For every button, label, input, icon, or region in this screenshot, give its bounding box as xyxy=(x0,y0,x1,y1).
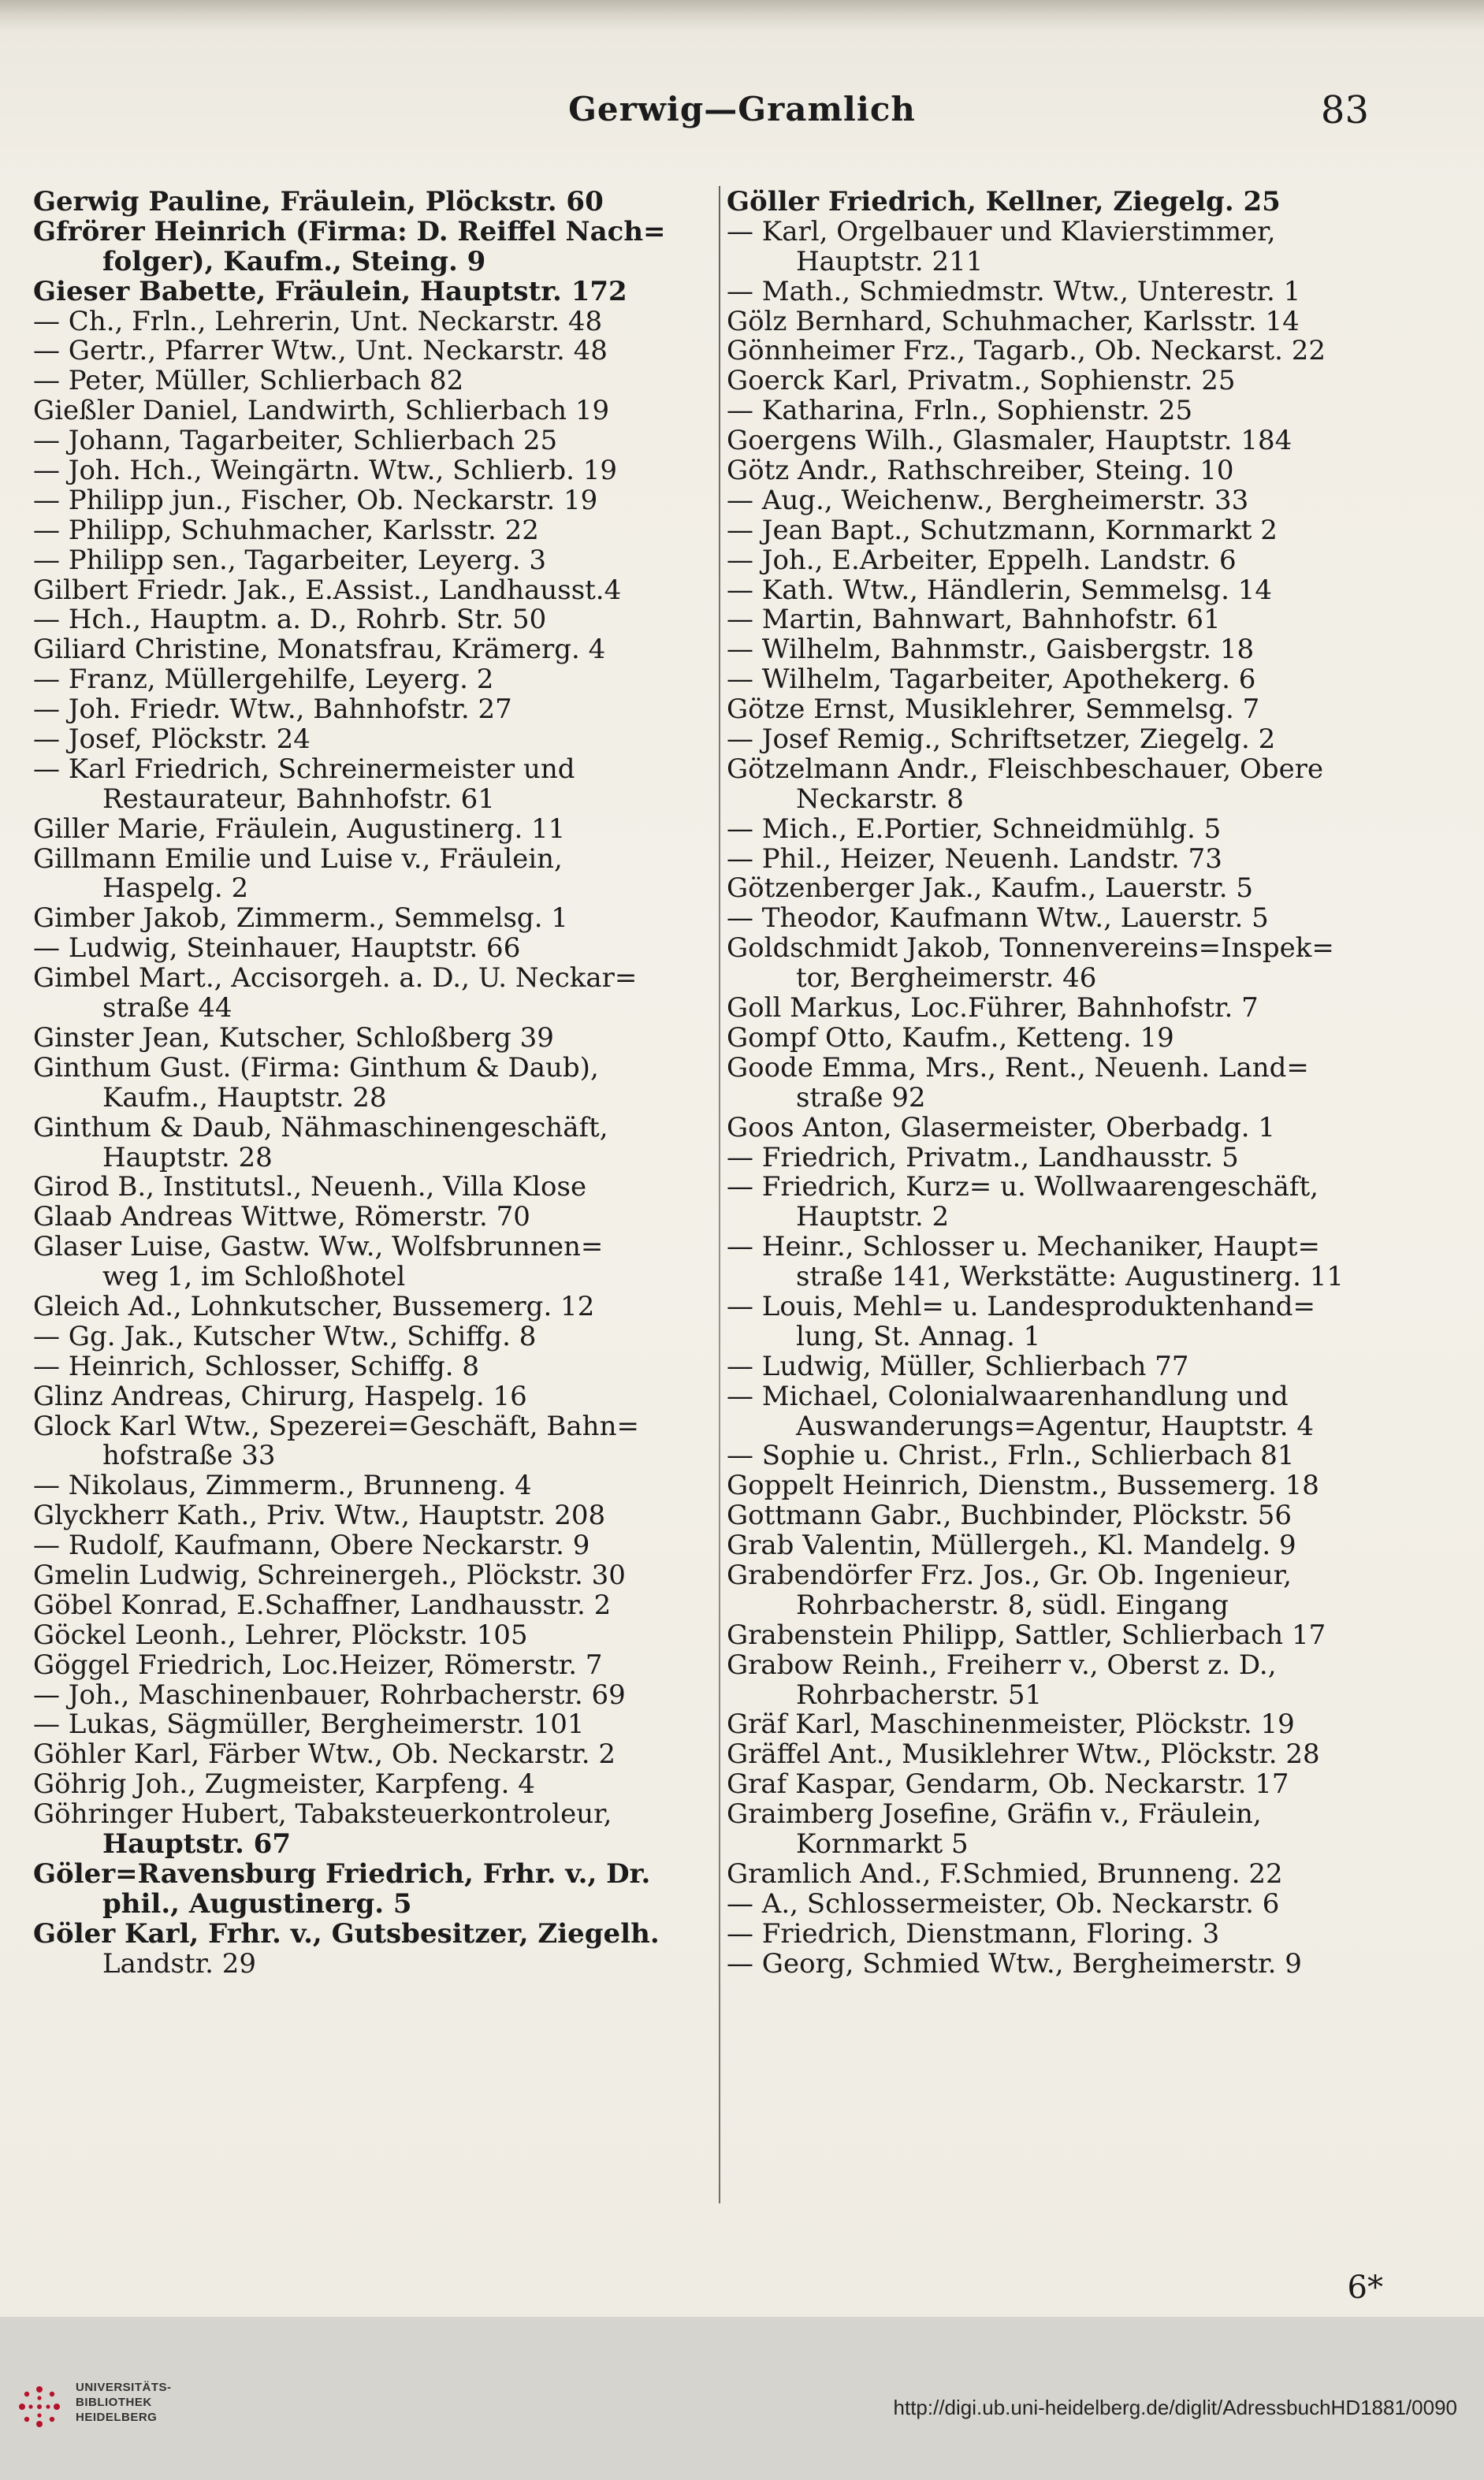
directory-entry: Ginthum & Daub, Nähmaschinengeschäft, xyxy=(33,1113,608,1143)
directory-entry: Göckel Leonh., Lehrer, Plöckstr. 105 xyxy=(33,1620,528,1651)
directory-entry: — Heinr., Schlosser u. Mechaniker, Haupt= xyxy=(727,1233,1320,1263)
directory-entry: — Phil., Heizer, Neuenh. Landstr. 73 xyxy=(727,844,1222,875)
directory-entry: Goppelt Heinrich, Dienstm., Bussemerg. 18 xyxy=(727,1471,1319,1502)
directory-entry: — Theodor, Kaufmann Wtw., Lauerstr. 5 xyxy=(727,904,1269,935)
entry-continuation: straße 44 xyxy=(102,994,232,1024)
directory-entry: — Joh. Friedr. Wtw., Bahnhofstr. 27 xyxy=(33,695,512,726)
directory-entry: Gräf Karl, Maschinenmeister, Plöckstr. 19 xyxy=(727,1710,1295,1741)
library-logo-icon xyxy=(17,2385,61,2429)
entry-continuation: Restaurateur, Bahnhofstr. 61 xyxy=(102,784,495,815)
directory-entry: Gramlich And., F.Schmied, Brunneng. 22 xyxy=(727,1859,1283,1890)
page-top-edge xyxy=(0,0,1484,32)
directory-entry: — Gertr., Pfarrer Wtw., Unt. Neckarstr. 48 xyxy=(33,336,608,367)
directory-entry: Ginthum Gust. (Firma: Ginthum & Daub), xyxy=(33,1053,599,1084)
directory-entry: Graf Kaspar, Gendarm, Ob. Neckarstr. 17 xyxy=(727,1770,1289,1801)
directory-entry: Grabow Reinh., Freiherr v., Oberst z. D., xyxy=(727,1650,1277,1681)
directory-entry: Gillmann Emilie und Luise v., Fräulein, xyxy=(33,844,563,875)
directory-entry: — Mich., E.Portier, Schneidmühlg. 5 xyxy=(727,814,1222,845)
directory-entry: Göhrig Joh., Zugmeister, Karpfeng. 4 xyxy=(33,1770,535,1801)
directory-entry: Gerwig Pauline, Fräulein, Plöckstr. 60 xyxy=(33,188,604,218)
directory-entry: Gleich Ad., Lohnkutscher, Bussemerg. 12 xyxy=(33,1292,595,1322)
directory-entry: Göller Friedrich, Kellner, Ziegelg. 25 xyxy=(727,188,1281,218)
directory-entry: — Hch., Hauptm. a. D., Rohrb. Str. 50 xyxy=(33,605,547,636)
directory-entry: Goll Markus, Loc.Führer, Bahnhofstr. 7 xyxy=(727,994,1259,1024)
directory-entry: Graimberg Josefine, Gräfin v., Fräulein, xyxy=(727,1800,1262,1830)
directory-entry: Ginster Jean, Kutscher, Schloßberg 39 xyxy=(33,1023,554,1054)
directory-entry: Gönnheimer Frz., Tagarb., Ob. Neckarst. 22 xyxy=(727,336,1326,367)
directory-entry: Göhler Karl, Färber Wtw., Ob. Neckarstr. 2 xyxy=(33,1740,616,1771)
directory-entry: — Katharina, Frln., Sophienstr. 25 xyxy=(727,396,1193,427)
entry-continuation: Kaufm., Hauptstr. 28 xyxy=(102,1083,387,1114)
directory-entry: Gmelin Ludwig, Schreinergeh., Plöckstr. 30 xyxy=(33,1560,626,1591)
directory-entry: — Peter, Müller, Schlierbach 82 xyxy=(33,366,464,397)
running-header xyxy=(0,79,1484,142)
entry-continuation: Landstr. 29 xyxy=(102,1949,257,1980)
entry-continuation: Hauptstr. 67 xyxy=(102,1829,291,1860)
directory-entry: Göhringer Hubert, Tabaksteuerkontroleur, xyxy=(33,1800,612,1830)
directory-entry: — Ch., Frln., Lehrerin, Unt. Neckarstr. 48 xyxy=(33,307,603,337)
directory-entry: Giller Marie, Fräulein, Augustinerg. 11 xyxy=(33,814,566,845)
directory-entry: — Joh., Maschinenbauer, Rohrbacherstr. 69 xyxy=(33,1680,626,1711)
directory-entry: — Rudolf, Kaufmann, Obere Neckarstr. 9 xyxy=(33,1531,590,1561)
directory-entry: — Ludwig, Steinhauer, Hauptstr. 66 xyxy=(33,934,521,965)
directory-entry: Götzenberger Jak., Kaufm., Lauerstr. 5 xyxy=(727,874,1254,905)
entry-continuation: Haspelg. 2 xyxy=(102,874,249,905)
directory-entry: — Kath. Wtw., Händlerin, Semmelsg. 14 xyxy=(727,575,1272,606)
entry-continuation: tor, Bergheimerstr. 46 xyxy=(796,964,1097,995)
library-line: BIBLIOTHEK xyxy=(76,2396,152,2409)
directory-entry: Götz Andr., Rathschreiber, Steing. 10 xyxy=(727,456,1234,486)
entry-continuation: lung, St. Annag. 1 xyxy=(796,1322,1041,1352)
directory-entry: — Wilhelm, Bahnmstr., Gaisbergstr. 18 xyxy=(727,635,1255,666)
directory-entry: — Josef Remig., Schriftsetzer, Ziegelg. 2 xyxy=(727,725,1276,755)
entry-continuation: Hauptstr. 2 xyxy=(796,1203,950,1233)
directory-entry: — Karl, Orgelbauer und Klavierstimmer, xyxy=(727,217,1276,247)
directory-entry: Glaab Andreas Wittwe, Römerstr. 70 xyxy=(33,1203,530,1233)
header-title: Gerwig—Gramlich xyxy=(568,90,916,128)
directory-entry: Gräffel Ant., Musiklehrer Wtw., Plöckstr. 28 xyxy=(727,1740,1320,1771)
directory-entry: — Michael, Colonialwaarenhandlung und xyxy=(727,1381,1289,1412)
library-line: HEIDELBERG xyxy=(76,2411,158,2424)
directory-entry: — Gg. Jak., Kutscher Wtw., Schiffg. 8 xyxy=(33,1322,537,1352)
directory-entry: Göler Karl, Frhr. v., Gutsbesitzer, Ziegelh. xyxy=(33,1919,660,1950)
directory-entry: Giliard Christine, Monatsfrau, Krämerg. 4 xyxy=(33,635,606,666)
footer-bar xyxy=(0,2317,1484,2480)
directory-entry: Glinz Andreas, Chirurg, Haspelg. 16 xyxy=(33,1381,527,1412)
directory-entry: — Franz, Müllergehilfe, Leyerg. 2 xyxy=(33,665,494,696)
directory-entry: Gompf Otto, Kaufm., Ketteng. 19 xyxy=(727,1023,1174,1054)
entry-continuation: hofstraße 33 xyxy=(102,1441,276,1472)
directory-entry: — Philipp, Schuhmacher, Karlsstr. 22 xyxy=(33,515,539,546)
directory-entry: Göbel Konrad, E.Schaffner, Landhausstr. 2 xyxy=(33,1590,612,1621)
directory-entry: Gölz Bernhard, Schuhmacher, Karlsstr. 14 xyxy=(727,307,1300,337)
entry-continuation: Rohrbacherstr. 51 xyxy=(796,1680,1043,1711)
directory-entry: — Martin, Bahnwart, Bahnhofstr. 61 xyxy=(727,605,1221,636)
directory-entry: Grabendörfer Frz. Jos., Gr. Ob. Ingenieur, xyxy=(727,1560,1292,1591)
directory-entry: Gimber Jakob, Zimmerm., Semmelsg. 1 xyxy=(33,904,568,935)
directory-entry: Gieser Babette, Fräulein, Hauptstr. 172 xyxy=(33,277,627,307)
directory-entry: Goode Emma, Mrs., Rent., Neuenh. Land= xyxy=(727,1053,1309,1084)
directory-entry: — Sophie u. Christ., Frln., Schlierbach 81 xyxy=(727,1441,1295,1472)
directory-entry: — Lukas, Sägmüller, Bergheimerstr. 101 xyxy=(33,1710,585,1741)
directory-entry: Gießler Daniel, Landwirth, Schlierbach 19 xyxy=(33,396,610,427)
directory-entry: — Friedrich, Dienstmann, Floring. 3 xyxy=(727,1919,1220,1950)
entry-continuation: folger), Kaufm., Steing. 9 xyxy=(102,247,486,277)
directory-entry: Glaser Luise, Gastw. Ww., Wolfsbrunnen= xyxy=(33,1233,604,1263)
entry-continuation: Hauptstr. 211 xyxy=(796,247,984,277)
entry-continuation: straße 92 xyxy=(796,1083,926,1114)
page-number: 83 xyxy=(1320,88,1369,132)
directory-entry: — Aug., Weichenw., Bergheimerstr. 33 xyxy=(727,485,1249,516)
directory-entry: — Friedrich, Kurz= u. Wollwaarengeschäft, xyxy=(727,1173,1318,1203)
entry-continuation: phil., Augustinerg. 5 xyxy=(102,1889,412,1920)
entry-continuation: Rohrbacherstr. 8, südl. Eingang xyxy=(796,1590,1229,1621)
directory-entry: — Philipp sen., Tagarbeiter, Leyerg. 3 xyxy=(33,545,546,576)
directory-entry: Goerck Karl, Privatm., Sophienstr. 25 xyxy=(727,366,1236,397)
directory-entry: — Heinrich, Schlosser, Schiffg. 8 xyxy=(33,1352,480,1382)
directory-entry: Gilbert Friedr. Jak., E.Assist., Landhausst.4 xyxy=(33,575,622,606)
directory-entry: — Josef, Plöckstr. 24 xyxy=(33,725,311,755)
directory-entry: Goergens Wilh., Glasmaler, Hauptstr. 184 xyxy=(727,426,1292,457)
directory-entry: Grabenstein Philipp, Sattler, Schlierbach 17 xyxy=(727,1620,1326,1651)
entry-continuation: Kornmarkt 5 xyxy=(796,1829,969,1860)
directory-entry: — Math., Schmiedmstr. Wtw., Unterestr. 1 xyxy=(727,277,1301,307)
directory-entry: Göler=Ravensburg Friedrich, Frhr. v., Dr. xyxy=(33,1859,651,1890)
directory-entry: Götze Ernst, Musiklehrer, Semmelsg. 7 xyxy=(727,695,1260,726)
directory-entry: Götzelmann Andr., Fleischbeschauer, Obere xyxy=(727,754,1324,785)
directory-entry: Gottmann Gabr., Buchbinder, Plöckstr. 56 xyxy=(727,1501,1292,1532)
directory-entry: — A., Schlossermeister, Ob. Neckarstr. 6 xyxy=(727,1889,1280,1920)
entry-continuation: Neckarstr. 8 xyxy=(796,784,964,815)
library-line: UNIVERSITÄTS- xyxy=(76,2381,172,2394)
directory-entry: Glyckherr Kath., Priv. Wtw., Hauptstr. 208 xyxy=(33,1501,606,1532)
directory-entry: — Johann, Tagarbeiter, Schlierbach 25 xyxy=(33,426,558,457)
directory-entry: — Louis, Mehl= u. Landesproduktenhand= xyxy=(727,1292,1316,1322)
directory-entry: — Georg, Schmied Wtw., Bergheimerstr. 9 xyxy=(727,1949,1302,1980)
library-name xyxy=(76,2380,172,2425)
directory-entry: — Karl Friedrich, Schreinermeister und xyxy=(33,754,575,785)
directory-entry: Goos Anton, Glasermeister, Oberbadg. 1 xyxy=(727,1113,1276,1143)
source-url-link[interactable]: http://digi.ub.uni-heidelberg.de/diglit/AdressbuchHD1881/0090 xyxy=(893,2396,1457,2419)
directory-entry: — Jean Bapt., Schutzmann, Kornmarkt 2 xyxy=(727,515,1278,546)
directory-entry: Grab Valentin, Müllergeh., Kl. Mandelg. 9 xyxy=(727,1531,1296,1561)
directory-entry: — Ludwig, Müller, Schlierbach 77 xyxy=(727,1352,1189,1382)
directory-entry: — Joh., E.Arbeiter, Eppelh. Landstr. 6 xyxy=(727,545,1237,576)
entry-continuation: Hauptstr. 28 xyxy=(102,1143,273,1173)
directory-entry: — Wilhelm, Tagarbeiter, Apothekerg. 6 xyxy=(727,665,1256,696)
directory-entry: Göggel Friedrich, Loc.Heizer, Römerstr. 7 xyxy=(33,1650,603,1681)
column-divider xyxy=(719,186,720,2203)
entry-continuation: Auswanderungs=Agentur, Hauptstr. 4 xyxy=(796,1411,1314,1442)
directory-entry: Gfrörer Heinrich (Firma: D. Reiffel Nach= xyxy=(33,217,666,247)
directory-entry: Glock Karl Wtw., Spezerei=Geschäft, Bahn= xyxy=(33,1411,639,1442)
directory-entry: — Nikolaus, Zimmerm., Brunneng. 4 xyxy=(33,1471,532,1502)
left-column xyxy=(33,188,727,1979)
directory-entry: Girod B., Institutsl., Neuenh., Villa Klose xyxy=(33,1173,587,1203)
directory-entry: — Philipp jun., Fischer, Ob. Neckarstr. 19 xyxy=(33,485,598,516)
entry-continuation: weg 1, im Schloßhotel xyxy=(102,1262,406,1292)
directory-entry: Gimbel Mart., Accisorgeh. a. D., U. Neckar= xyxy=(33,964,638,995)
directory-entry: — Joh. Hch., Weingärtn. Wtw., Schlierb. 19 xyxy=(33,456,618,486)
directory-entry: Goldschmidt Jakob, Tonnenvereins=Inspek= xyxy=(727,934,1334,965)
signature-mark: 6* xyxy=(1347,2270,1383,2306)
right-column xyxy=(727,188,1420,1979)
entry-continuation: straße 141, Werkstätte: Augustinerg. 11 xyxy=(796,1262,1345,1292)
directory-entry: — Friedrich, Privatm., Landhausstr. 5 xyxy=(727,1143,1239,1173)
